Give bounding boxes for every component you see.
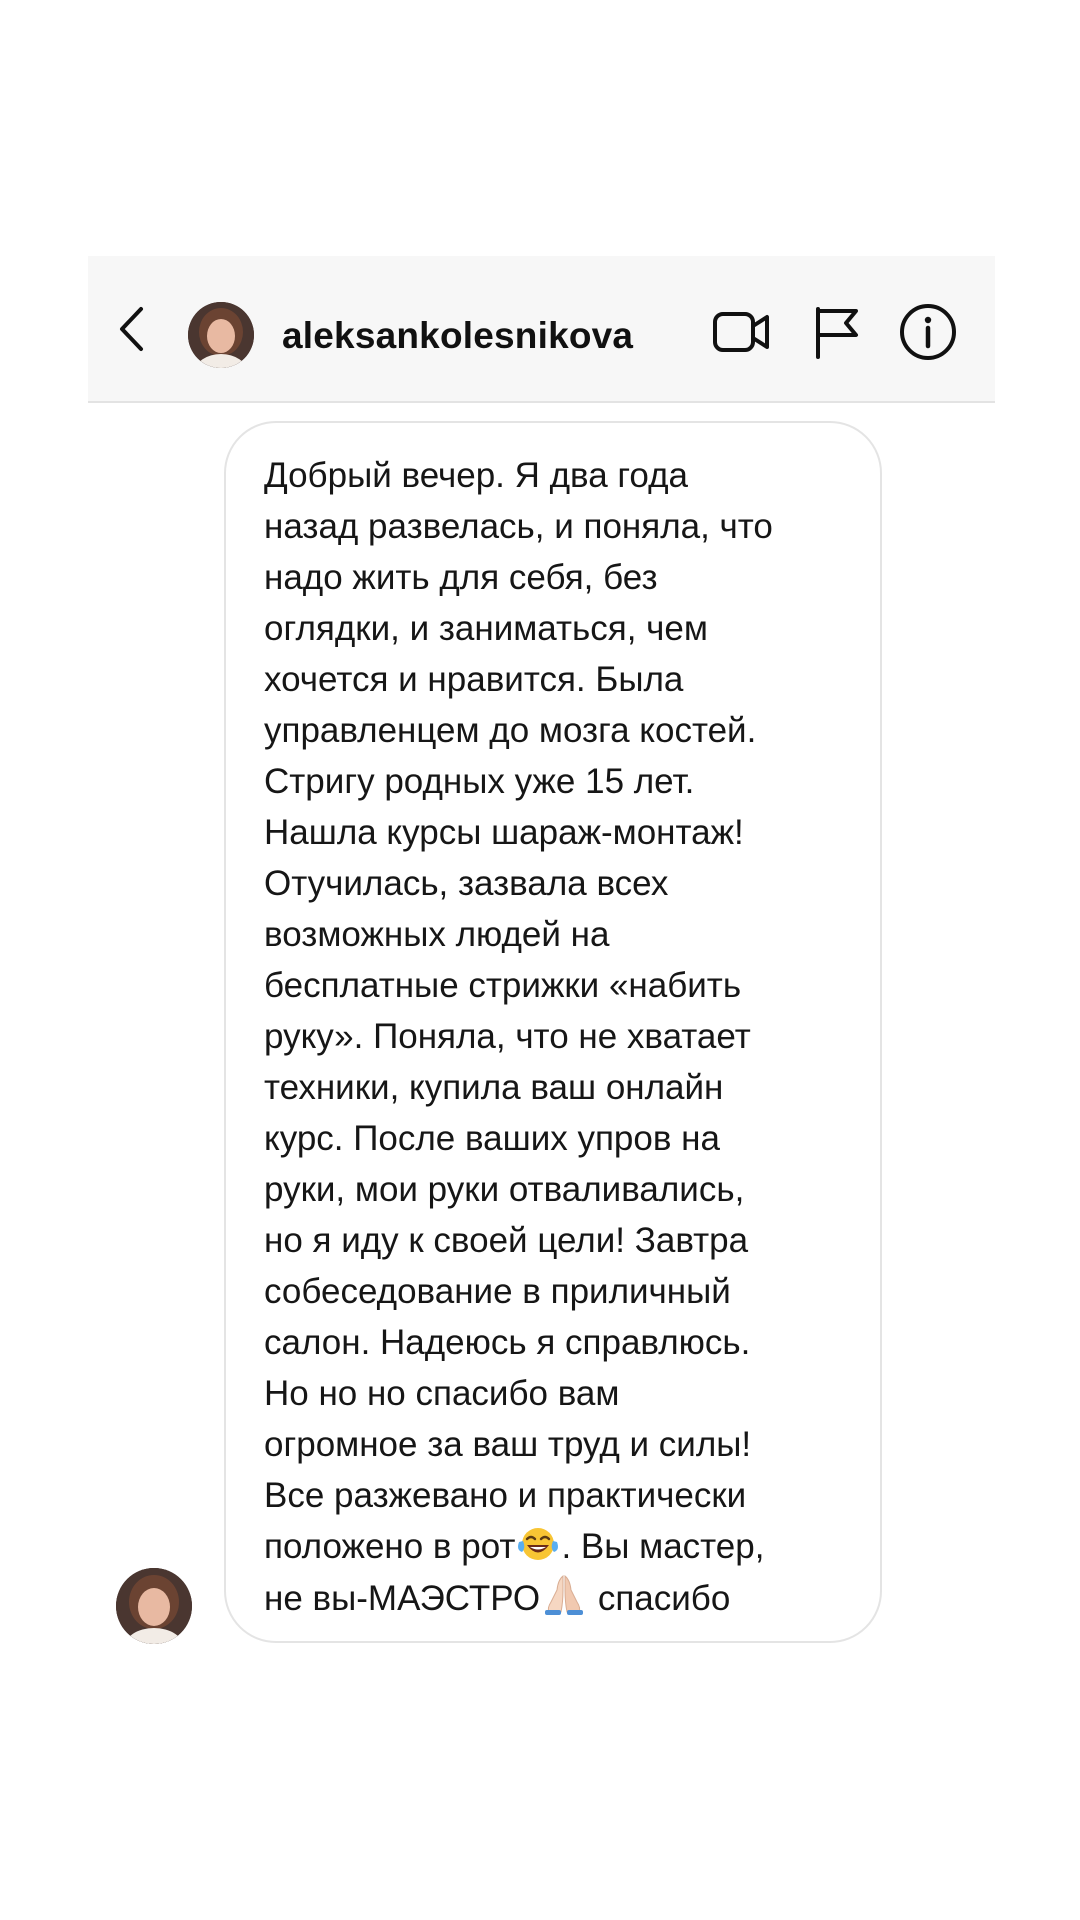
- message-line: руку». Поняла, что не хватает: [264, 1017, 751, 1056]
- message-line: курс. После ваших упров на: [264, 1119, 720, 1158]
- avatar-photo: [188, 302, 254, 368]
- message-line: руки, мои руки отваливались,: [264, 1170, 745, 1209]
- message-bubble[interactable]: [224, 421, 882, 1643]
- message-text: не вы-МАЭСТРО: [264, 1579, 541, 1618]
- message-line: салон. Надеюсь я справлюсь.: [264, 1323, 751, 1362]
- chevron-left-icon: [117, 305, 147, 353]
- message-line: но я иду к своей цели! Завтра: [264, 1221, 749, 1260]
- header-username[interactable]: aleksankolesnikova: [282, 315, 634, 356]
- conversation-header: [88, 256, 995, 403]
- message-line: управленцем до мозга костей.: [264, 711, 757, 750]
- header-avatar[interactable]: [188, 302, 254, 368]
- message-line: надо жить для себя, без: [264, 558, 658, 597]
- avatar-photo: [116, 1568, 192, 1644]
- praying-hands-emoji-icon: [541, 1572, 587, 1630]
- message-line: Нашла курсы шараж-монтаж!: [264, 813, 744, 852]
- message-text: спасибо: [588, 1579, 731, 1618]
- message-line: техники, купила ваш онлайн: [264, 1068, 724, 1107]
- video-call-button[interactable]: [710, 302, 774, 362]
- message-line: Все разжевано и практически: [264, 1476, 747, 1515]
- info-button[interactable]: [896, 302, 960, 362]
- report-button[interactable]: [804, 302, 868, 362]
- message-line: хочется и нравится. Была: [264, 660, 684, 699]
- message-text: . Вы мастер,: [561, 1527, 765, 1566]
- message-line: бесплатные стрижки «набить: [264, 966, 742, 1005]
- message-line: Добрый вечер. Я два года: [264, 456, 689, 495]
- report-flag-icon: [812, 305, 860, 359]
- message-line: [264, 1521, 860, 1572]
- info-icon: [899, 303, 957, 361]
- message-line: огромное за ваш труд и силы!: [264, 1425, 752, 1464]
- message-line: Стригу родных уже 15 лет.: [264, 762, 695, 801]
- message-line: возможных людей на: [264, 915, 610, 954]
- sender-avatar[interactable]: [116, 1568, 192, 1644]
- message-line: [264, 1572, 860, 1623]
- message-line: Отучилась, зазвала всех: [264, 864, 669, 903]
- back-button[interactable]: [110, 302, 154, 356]
- message-line: Но но но спасибо вам: [264, 1374, 620, 1413]
- message-line: собеседование в приличный: [264, 1272, 731, 1311]
- message-line: назад развелась, и поняла, что: [264, 507, 773, 546]
- message-text: положено в рот: [264, 1527, 516, 1566]
- message-line: оглядки, и заниматься, чем: [264, 609, 708, 648]
- laughing-tears-emoji-icon: [516, 1524, 560, 1578]
- video-call-icon: [712, 308, 772, 356]
